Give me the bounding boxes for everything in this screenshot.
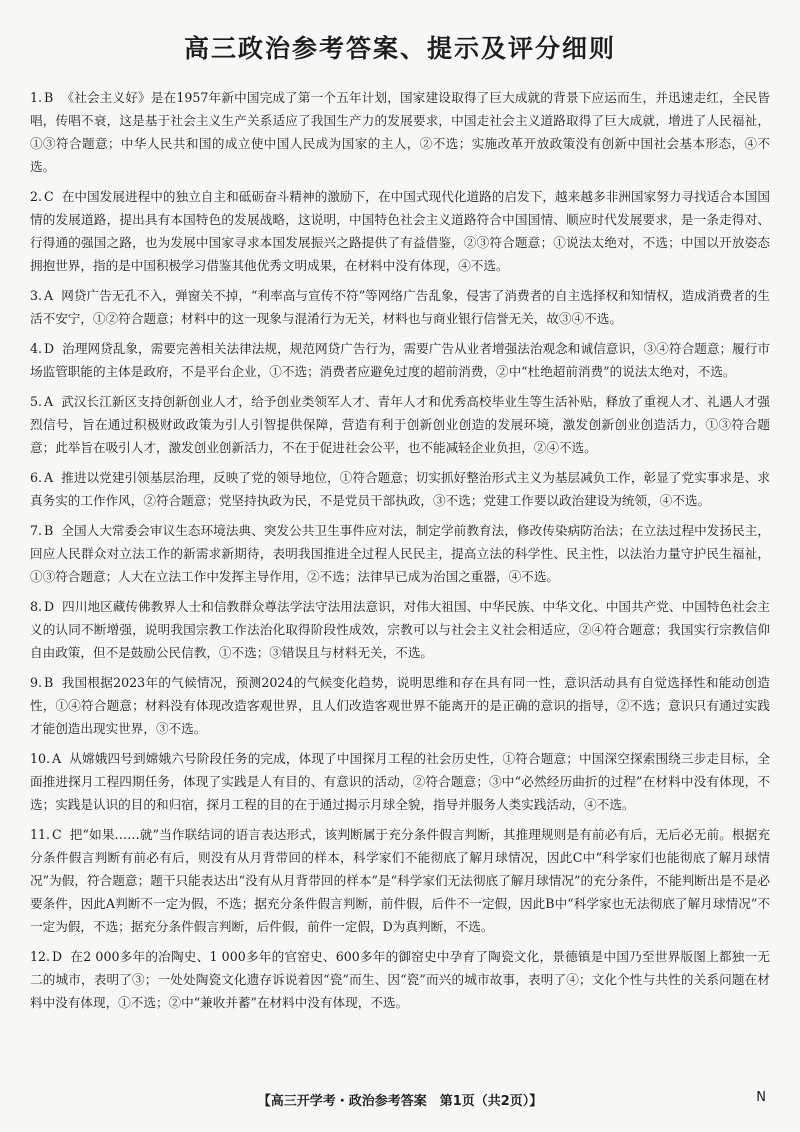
item-explanation: 四川地区藏传佛教界人士和信教群众尊法学法守法用法意识，对伟大祖国、中华民族、中华文化、中国共产党、中国特色社会主义的认同不断增强，说明我国宗教工作法治化取得阶段性成效，宗教可以与社会主义社会相适应，②④符合题意；我国实行宗教信仰自由政策，但不是鼓励公民信教，①不选；③错误且与材料无关，不选。: [30, 599, 770, 660]
item-explanation: 武汉长江新区支持创新创业人才，给予创业类领军人才、青年人才和优秀高校毕业生等生活补贴，释放了重视人才、礼遇人才强烈信号，旨在通过积极财政政策为引人引智提供保障，营造有利于创新创业创造的发展环境，激发创新创业创造活力，①③符合题意；此举旨在吸引人才，激发创业创新活力，不在于促进社会公平，也不能减轻企业负担，②④不选。: [30, 394, 770, 455]
item-answer: B: [44, 523, 54, 538]
item-explanation: 把“如果……就”当作联结词的语言表达形式，该判断属于充分条件假言判断，其推理规则是有前必有后，无后必无前。根据充分条件假言判断有前必有后，则没有从月背带回的样本，科学家们不能彻底了解月球情况，因此C中“科学家们也能彻底了解月球情况”为假，符合题意；题干只能表达出“没有从月背带回的样本”是“科学家们无法彻底了解月球情况”的充分条件，不能判断出是不是必要条件，因此A判断不一定为假，不选；据充分条件假言判断，前件假，后件不一定假，因此B中“科学家也无法彻底了解月球情况”不一定为假，不选；据充分条件假言判断，后件假，前件一定假，D为真判断，不选。: [30, 827, 770, 934]
item-number: 3.: [30, 288, 43, 303]
item-explanation: 我国根据2023年的气候情况，预测2024的气候变化趋势，说明思维和存在具有同一性，意识活动具有自觉选择性和能动创造性，①④符合题意；材料没有体现改造客观世界，且人们改造客观世界不能离开的是正确的意识的指导，②不选；意识只有通过实践才能创造出现实世界，③不选。: [30, 675, 770, 736]
footer-mark: N: [756, 1090, 766, 1105]
item-number: 9.: [30, 675, 43, 690]
answer-list: [30, 86, 770, 1014]
item-number: 6.: [30, 470, 43, 485]
item-number: 12.: [30, 949, 51, 964]
item-answer: C: [52, 827, 62, 842]
item-number: 4.: [30, 341, 43, 356]
answer-item: [30, 390, 770, 459]
item-number: 10.: [30, 751, 51, 766]
item-explanation: 推进以党建引领基层治理，反映了党的领导地位，①符合题意；切实抓好整治形式主义为基层减负工作，彰显了党实事求是、求真务实的工作作风，②符合题意；党坚持执政为民，不是党员干部执政，③不选；党建工作要以政治建设为统领，④不选。: [30, 470, 770, 508]
page-title: 高三政治参考答案、提示及评分细则: [183, 34, 616, 63]
answer-item: [30, 747, 770, 816]
page-footer: 【高三开学考・政治参考答案 第1页（共2页）】: [257, 1094, 543, 1109]
item-explanation: 治理网贷乱象，需要完善相关法律法规，规范网贷广告行为，需要广告从业者增强法治观念和诚信意识，③④符合题意；履行市场监管职能的主体是政府，不是平台企业，①不选；消费者应避免过度的超前消费，②中“杜绝超前消费”的说法太绝对，不选。: [30, 341, 770, 379]
item-number: 5.: [30, 394, 43, 409]
answer-item: [30, 671, 770, 740]
item-answer: B: [44, 675, 54, 690]
answer-item: [30, 595, 770, 664]
item-number: 8.: [30, 599, 43, 614]
item-answer: A: [44, 470, 54, 485]
item-answer: C: [44, 189, 54, 204]
item-explanation: 在中国发展进程中的独立自主和砥砺奋斗精神的激励下，在中国式现代化道路的启发下，越来越多非洲国家努力寻找适合本国国情的发展道路，提出具有本国特色的发展战略，这说明，中国特色社会主义道路符合中国国情、顺应时代发展要求，是一条走得对、行得通的强国之路，也为发展中国家寻求本国发展振兴之路提供了有益借鉴，②③符合题意；①说法太绝对，不选；中国以开放姿态拥抱世界，指的是中国积极学习借鉴其他优秀文明成果，在材料中没有体现，④不选。: [30, 189, 770, 273]
item-number: 11.: [30, 827, 51, 842]
item-answer: D: [44, 599, 55, 614]
answer-item: [30, 337, 770, 383]
item-answer: D: [52, 949, 63, 964]
item-explanation: 在2 000多年的冶陶史、1 000多年的官窑史、600多年的御窑史中孕育了陶瓷文化，景德镇是中国乃至世界版图上都独一无二的城市，表明了③；一处处陶瓷文化遗存诉说着因“瓷”而生、因“瓷”而兴的城市故事，表明了④；文化个性与共性的关系问题在材料中没有体现，①不选；②中“兼收并蓄”在材料中没有体现，不选。: [30, 949, 770, 1010]
answer-item: [30, 284, 770, 330]
item-explanation: 全国人大常委会审议生态环境法典、突发公共卫生事件应对法，制定学前教育法，修改传染病防治法；在立法过程中发扬民主，回应人民群众对立法工作的新需求新期待，表明我国推进全过程人民民主，提高立法的科学性、民主性，以法治力量守护民生福祉，①③符合题意；人大在立法工作中发挥主导作用，②不选；法律早已成为治国之重器，④不选。: [30, 523, 770, 584]
answer-item: [30, 519, 770, 588]
item-answer: D: [44, 341, 55, 356]
answer-item: [30, 86, 770, 178]
item-answer: A: [44, 288, 54, 303]
answer-item: [30, 823, 770, 938]
item-number: 2.: [30, 189, 43, 204]
item-number: 1.: [30, 90, 43, 105]
answer-item: [30, 185, 770, 277]
answer-item: [30, 945, 770, 1014]
item-explanation: 《社会主义好》是在1957年新中国完成了第一个五年计划，国家建设取得了巨大成就的背景下应运而生，并迅速走红，全民皆唱，传唱不衰，这是基于社会主义生产关系适应了我国生产力的发展要求，中国走社会主义道路取得了巨大成就，增进了人民福祉，①③符合题意；中华人民共和国的成立使中国人民成为国家的主人，②不选；实施改革开放政策没有创新中国社会基本形态，④不选。: [30, 90, 770, 174]
answer-item: [30, 466, 770, 512]
item-explanation: 网贷广告无孔不入，弹窗关不掉，“利率高与宣传不符”等网络广告乱象，侵害了消费者的自主选择权和知情权，造成消费者的生活不安宁，①②符合题意；材料中的这一现象与混淆行为无关，材料也与商业银行信誉无关，故③④不选。: [30, 288, 770, 326]
item-answer: B: [44, 90, 54, 105]
item-explanation: 从嫦娥四号到嫦娥六号阶段任务的完成，体现了中国探月工程的社会历史性，①符合题意；中国深空探索围绕三步走目标，全面推进探月工程四期任务，体现了实践是人有目的、有意识的活动，②符合题意；③中“必然经历曲折的过程”在材料中没有体现，不选；实践是认识的目的和归宿，探月工程的目的在于通过揭示月球全貌，指导并服务人类实践活动，④不选。: [30, 751, 770, 812]
item-answer: A: [52, 751, 62, 766]
item-number: 7.: [30, 523, 43, 538]
item-answer: A: [44, 394, 54, 409]
